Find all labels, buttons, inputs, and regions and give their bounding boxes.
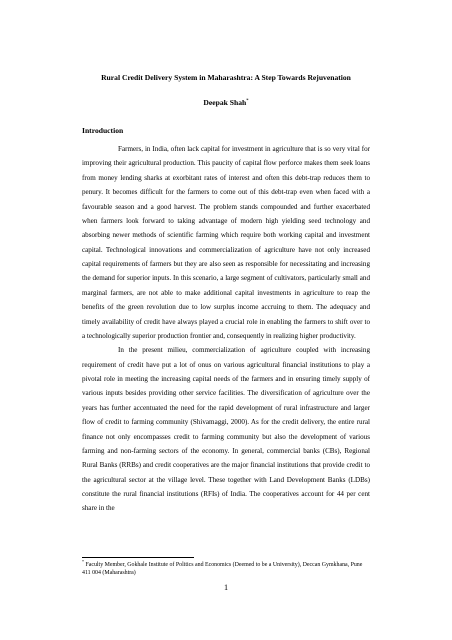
footnote-text: Faculty Member, Gokhale Institute of Politics and Economics (Deemed to be a University), Deccan Gymkhana, Pune 411 004 (Maharashtra) [82,562,363,577]
paper-title: Rural Credit Delivery System in Maharashtra: A Step Towards Rejuvenation [101,73,351,82]
paragraph: In the present milieu, commercialization of agriculture coupled with increasing requirement of credit have put a lot of onus on various agricultural financial institutions to play a pivotal role in meeting the increasing capital needs of the farmers and in ensuring timely supply of various inputs besides providing other service facilities. The diversification of agriculture over the years has further accentuated the need for the rapid development of rural infrastructure and larger flow of credit to farming community (Shivamaggi, 2000). As for the credit delivery, the entire rural finance not only encompasses credit to farming community but also the development of various farming and non-farming sectors of the economy. In general, commercial banks (CBs), Regional Rural Banks (RRBs) and credit cooperatives are the major financial institutions that provide credit to the agricultural sector at the village level. These together with Land Development Banks (LDBs) constitute the rural financial institutions (RFIs) of India. The cooperatives account for 44 per cent share in the [82,346,370,513]
author-line [0,98,452,108]
page-number: 1 [223,583,229,592]
body-text [82,142,370,516]
footnote-mark: * [82,559,84,565]
paragraph: Farmers, in India, often lack capital for investment in agriculture that is so very vital for improving their agricultural production. This paucity of capital flow perforce makes them seek loans from money lending sharks at exorbitant rates of interest and often this debt-trap reduces them to penury. It becomes difficult for the farmers to come out of this debt-trap even when faced with a favourable season and a good harvest. The problem stands compounded and further exacerbated when farmers look forward to taking advantage of modern high yielding seed technology and absorbing newer methods of scientific farming which require both working capital and investment capital. Technological innovations and commercialization of agriculture have not only increased capital requirements of farmers but they are also seen as responsible for necessitating and increasing the demand for superior inputs. In this scenario, a large segment of cultivators, particularly small and marginal farmers, are not able to make additional capital investments in agriculture to reap the benefits of the green revolution due to low surplus income accruing to them. The adequacy and timely availability of credit have always played a crucial role in enabling the farmers to shift over to a technologically superior production frontier and, consequently in realizing higher productivity. [82,145,370,340]
author-name: Deepak Shah [203,98,247,107]
author-footnote-mark: * [246,97,249,103]
footnote-divider [82,557,194,558]
section-heading: Introduction [82,126,124,135]
footnote [82,561,372,577]
